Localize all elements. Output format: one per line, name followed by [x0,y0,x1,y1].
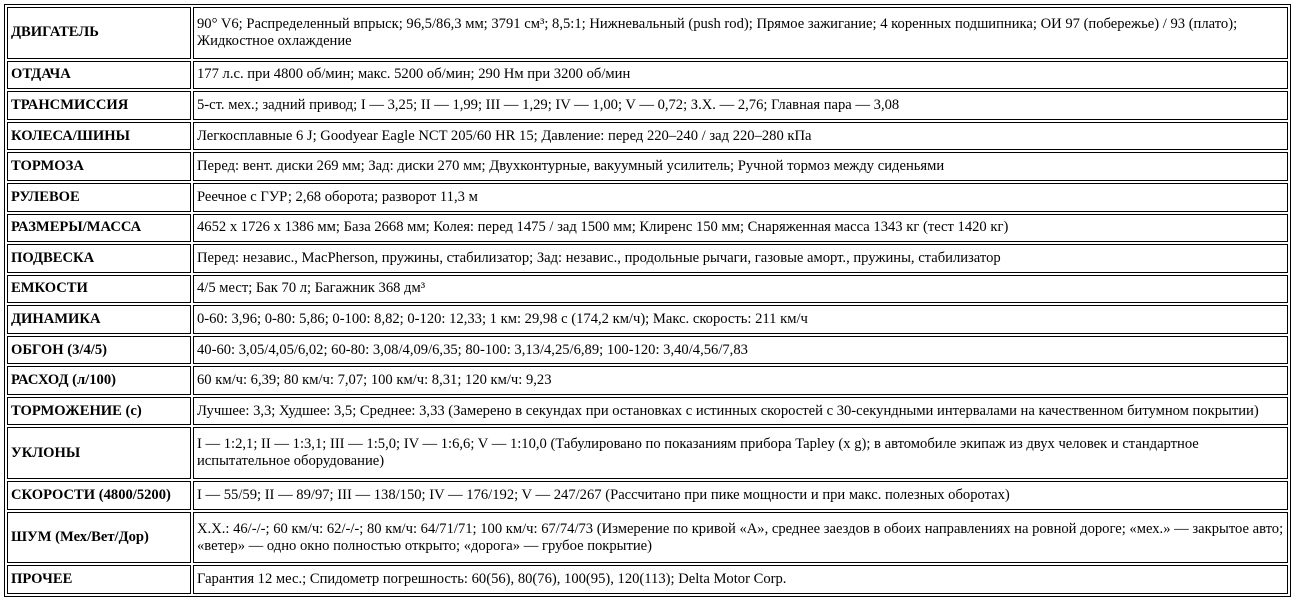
spec-label: ЕМКОСТИ [7,275,191,304]
spec-label: ТОРМОЗА [7,152,191,181]
spec-label: РАСХОД (л/100) [7,366,191,395]
spec-value: 5-ст. мех.; задний привод; I — 3,25; II — 1,99; III — 1,29; IV — 1,00; V — 0,72; З.Х. — 2,76; Главная пара — 3,08 [193,91,1288,120]
spec-label: КОЛЕСА/ШИНЫ [7,122,191,151]
spec-row [7,152,1288,181]
spec-row [7,61,1288,90]
spec-value: Гарантия 12 мес.; Спидометр погрешность: 60(56), 80(76), 100(95), 120(113); Delta Motor Corp. [193,565,1288,594]
spec-value: 40-60: 3,05/4,05/6,02; 60-80: 3,08/4,09/6,35; 80-100: 3,13/4,25/6,89; 100-120: 3,40/4,56/7,83 [193,336,1288,365]
spec-value: 0-60: 3,96; 0-80: 5,86; 0-100: 8,82; 0-120: 12,33; 1 км: 29,98 с (174,2 км/ч); Макс. скорость: 211 км/ч [193,305,1288,334]
spec-label: ШУМ (Мех/Вет/Дор) [7,512,191,564]
spec-label: ТРАНСМИССИЯ [7,91,191,120]
spec-label: РАЗМЕРЫ/МАССА [7,214,191,243]
spec-value: 177 л.с. при 4800 об/мин; макс. 5200 об/мин; 290 Нм при 3200 об/мин [193,61,1288,90]
spec-value: Перед: вент. диски 269 мм; Зад: диски 270 мм; Двухконтурные, вакуумный усилитель; Ручной тормоз между сиденьями [193,152,1288,181]
spec-value: Реечное с ГУР; 2,68 оборота; разворот 11,3 м [193,183,1288,212]
spec-value: I — 55/59; II — 89/97; III — 138/150; IV — 176/192; V — 247/267 (Рассчитано при пике мощности и при макс. полезных оборотах) [193,481,1288,510]
spec-row [7,336,1288,365]
spec-row [7,122,1288,151]
spec-label: ОБГОН (3/4/5) [7,336,191,365]
spec-value: Легкосплавные 6 J; Goodyear Eagle NCT 205/60 HR 15; Давление: перед 220–240 / зад 220–280 кПа [193,122,1288,151]
spec-value: I — 1:2,1; II — 1:3,1; III — 1:5,0; IV — 1:6,6; V — 1:10,0 (Табулировано по показаниям прибора Tapley (x g); в автомобиле экипаж из двух человек и стандартное испытательное оборудование) [193,427,1288,479]
spec-row [7,512,1288,564]
spec-value: 4652 x 1726 x 1386 мм; База 2668 мм; Колея: перед 1475 / зад 1500 мм; Клиренс 150 мм; Снаряженная масса 1343 кг (тест 1420 кг) [193,214,1288,243]
spec-row [7,427,1288,479]
spec-value: Х.Х.: 46/-/-; 60 км/ч: 62/-/-; 80 км/ч: 64/71/71; 100 км/ч: 67/74/73 (Измерение по кривой «А», среднее заездов в обоих направлениях на ровной дороге; «мех.» — закрытое авто; «ветер» — одно окно полностью открыто; «дорога» — грубое покрытие) [193,512,1288,564]
spec-table-frame [4,4,1291,597]
spec-value: Лучшее: 3,3; Худшее: 3,5; Среднее: 3,33 (Замерено в секундах при остановках с истинных скоростей с 30-секундными интервалами на качественном битумном покрытии) [193,397,1288,426]
spec-label: ДИНАМИКА [7,305,191,334]
spec-row [7,481,1288,510]
spec-label: ПОДВЕСКА [7,244,191,273]
spec-row [7,397,1288,426]
spec-label: СКОРОСТИ (4800/5200) [7,481,191,510]
spec-label: ДВИГАТЕЛЬ [7,7,191,59]
spec-row [7,366,1288,395]
spec-row [7,7,1288,59]
spec-row [7,305,1288,334]
spec-value: 90° V6; Распределенный впрыск; 96,5/86,3 мм; 3791 см³; 8,5:1; Нижневальный (push rod); Прямое зажигание; 4 коренных подшипника; ОИ 97 (побережье) / 93 (плато); Жидкостное охлаждение [193,7,1288,59]
spec-row [7,244,1288,273]
spec-row [7,565,1288,594]
spec-label: ПРОЧЕЕ [7,565,191,594]
spec-label: ТОРМОЖЕНИЕ (с) [7,397,191,426]
spec-value: 60 км/ч: 6,39; 80 км/ч: 7,07; 100 км/ч: 8,31; 120 км/ч: 9,23 [193,366,1288,395]
spec-table-body [7,7,1288,594]
spec-value: 4/5 мест; Бак 70 л; Багажник 368 дм³ [193,275,1288,304]
spec-value: Перед: независ., MacPherson, пружины, стабилизатор; Зад: независ., продольные рычаги, газовые аморт., пружины, стабилизатор [193,244,1288,273]
spec-row [7,183,1288,212]
spec-row [7,275,1288,304]
spec-label: ОТДАЧА [7,61,191,90]
spec-row [7,91,1288,120]
spec-row [7,214,1288,243]
spec-label: РУЛЕВОЕ [7,183,191,212]
spec-label: УКЛОНЫ [7,427,191,479]
spec-table [5,5,1290,596]
